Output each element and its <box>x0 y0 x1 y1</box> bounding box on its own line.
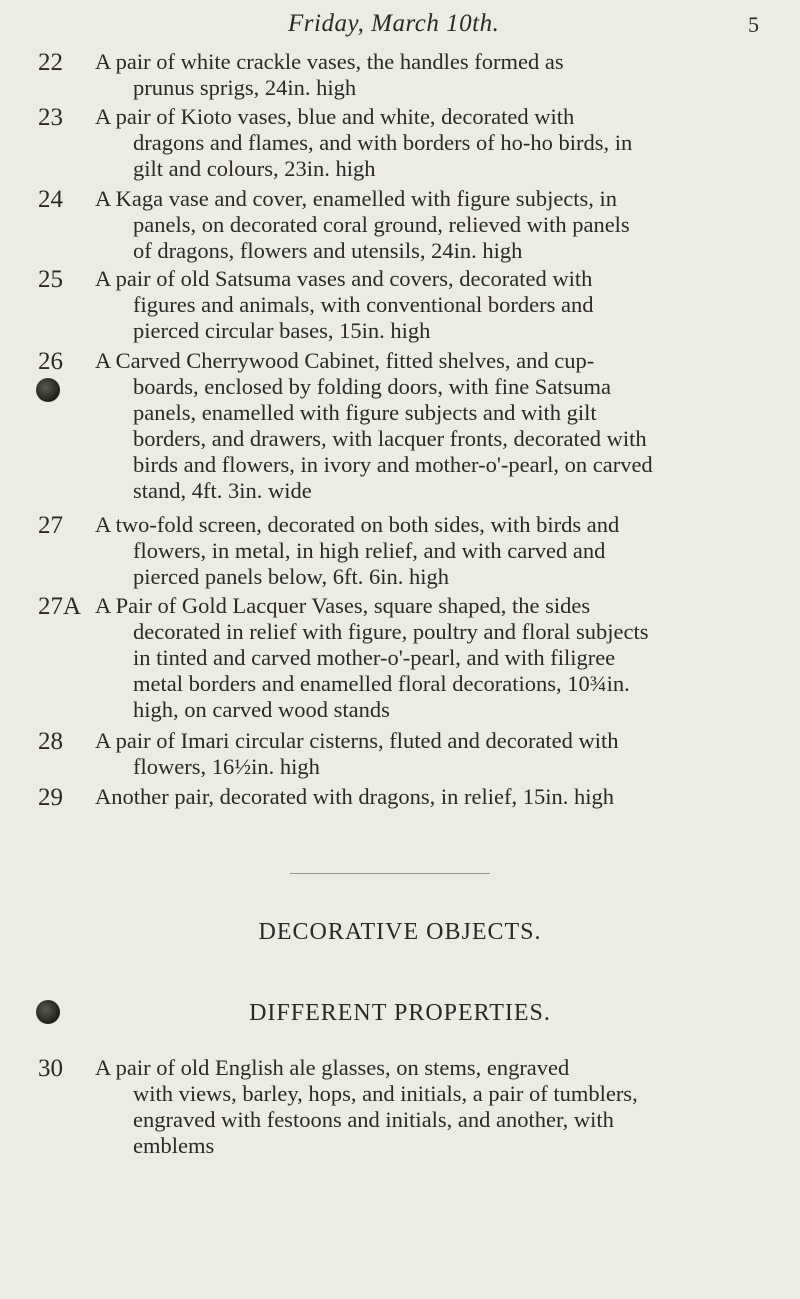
lot-line: birds and flowers, in ivory and mother-o'-pearl, on carved <box>133 452 653 477</box>
lot-description <box>95 49 765 101</box>
lot-line: stand, 4ft. 3in. wide <box>133 478 312 503</box>
lot-number: 30 <box>38 1055 63 1082</box>
lot-line: A Pair of Gold Lacquer Vases, square shaped, the sides <box>95 593 591 618</box>
lot-line: A Kaga vase and cover, enamelled with figure subjects, in <box>95 186 618 211</box>
subsection-heading: DIFFERENT PROPERTIES. <box>249 1000 551 1026</box>
binding-hole <box>36 378 60 402</box>
lot-number: 29 <box>38 784 63 811</box>
divider <box>290 873 490 874</box>
lot-line: pierced circular bases, 15in. high <box>133 318 431 343</box>
lot-line: panels, on decorated coral ground, relieved with panels <box>133 212 630 237</box>
page-title: Friday, March 10th. <box>288 10 500 37</box>
lot-description <box>95 593 765 723</box>
lot-line: with views, barley, hops, and initials, a pair of tumblers, <box>133 1081 638 1106</box>
lot-line: A pair of old English ale glasses, on stems, engraved <box>95 1055 570 1080</box>
lot-line: A pair of white crackle vases, the handles formed as <box>95 49 564 74</box>
lot-line: engraved with festoons and initials, and another, with <box>133 1107 614 1132</box>
lot-description <box>95 784 765 810</box>
lot-description <box>95 104 765 182</box>
lot-line: of dragons, flowers and utensils, 24in. high <box>133 238 523 263</box>
lot-line: pierced panels below, 6ft. 6in. high <box>133 564 449 589</box>
lot-description <box>95 348 765 504</box>
lot-line: high, on carved wood stands <box>133 697 390 722</box>
lot-line: decorated in relief with figure, poultry and floral subjects <box>133 619 649 644</box>
lot-number: 27A <box>38 593 82 620</box>
lot-line: gilt and colours, 23in. high <box>133 156 376 181</box>
lot-line: boards, enclosed by folding doors, with fine Satsuma <box>133 374 612 399</box>
section-heading: DECORATIVE OBJECTS. <box>258 919 542 945</box>
lot-line: A pair of Imari circular cisterns, fluted and decorated with <box>95 728 619 753</box>
lot-line: prunus sprigs, 24in. high <box>133 75 357 100</box>
lot-number: 25 <box>38 266 63 293</box>
lot-number: 26 <box>38 348 63 375</box>
lot-description <box>95 512 765 590</box>
lot-number: 24 <box>38 186 63 213</box>
lot-description <box>95 1055 765 1159</box>
lot-number: 28 <box>38 728 63 755</box>
lot-number: 23 <box>38 104 63 131</box>
lot-number: 22 <box>38 49 63 76</box>
lot-line: A pair of old Satsuma vases and covers, decorated with <box>95 266 593 291</box>
lot-line: panels, enamelled with figure subjects and with gilt <box>133 400 597 425</box>
lot-line: A Carved Cherrywood Cabinet, fitted shelves, and cup- <box>95 348 595 373</box>
lot-description <box>95 728 765 780</box>
lot-line: A two-fold screen, decorated on both sides, with birds and <box>95 512 620 537</box>
lot-line: emblems <box>133 1133 215 1158</box>
lot-number: 27 <box>38 512 63 539</box>
lot-line: borders, and drawers, with lacquer fronts, decorated with <box>133 426 647 451</box>
lot-line: in tinted and carved mother-o'-pearl, and with filigree <box>133 645 616 670</box>
page-number: 5 <box>748 12 759 37</box>
page-header <box>0 10 800 40</box>
lot-line: figures and animals, with conventional borders and <box>133 292 594 317</box>
lot-line: dragons and flames, and with borders of ho-ho birds, in <box>133 130 633 155</box>
lot-description <box>95 186 765 264</box>
lot-line: Another pair, decorated with dragons, in relief, 15in. high <box>95 784 614 809</box>
lot-line: metal borders and enamelled floral decorations, 10¾in. <box>133 671 630 696</box>
lot-description <box>95 266 765 344</box>
lot-line: flowers, in metal, in high relief, and with carved and <box>133 538 606 563</box>
lot-line: flowers, 16½in. high <box>133 754 320 779</box>
lot-line: A pair of Kioto vases, blue and white, decorated with <box>95 104 575 129</box>
